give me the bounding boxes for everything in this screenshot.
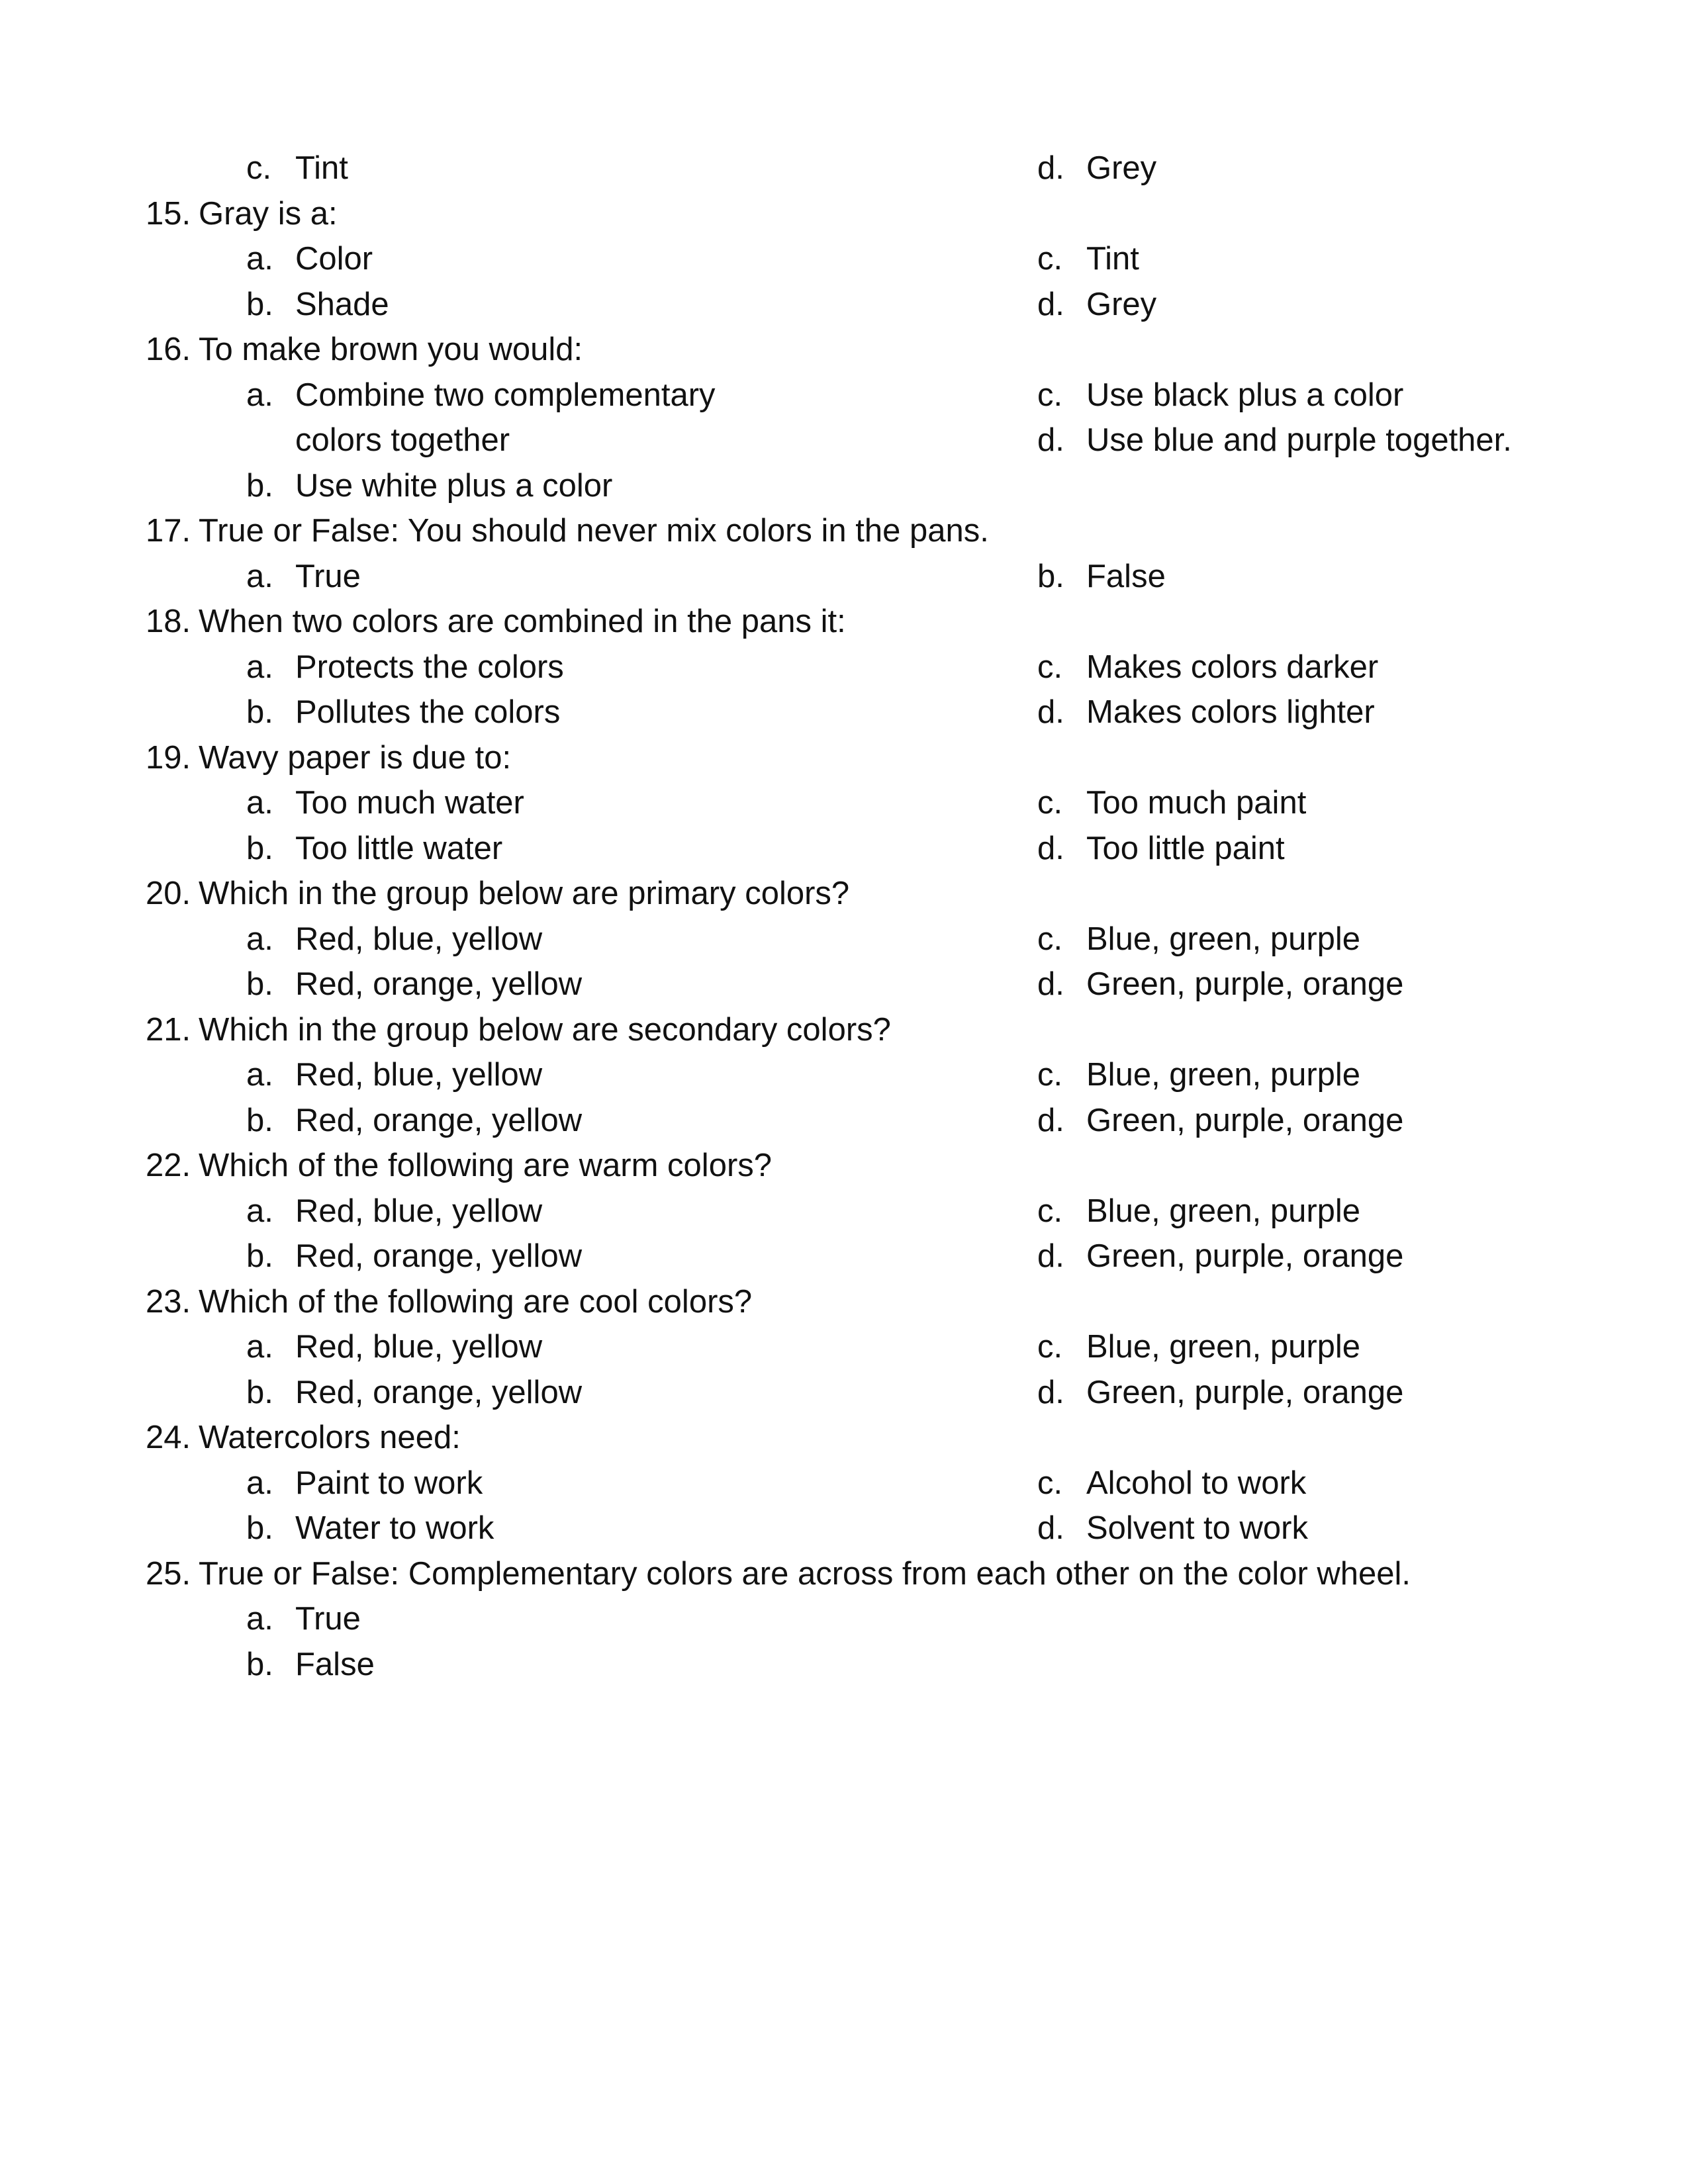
option-line <box>0 1052 1688 1097</box>
option-text: Too little water <box>295 830 503 866</box>
option-letter: c. <box>1037 1329 1063 1365</box>
question-number: 19. <box>146 739 191 776</box>
option-letter: a. <box>246 558 273 594</box>
option-letter: a. <box>246 785 273 821</box>
option-text: Green, purple, orange <box>1086 1374 1404 1410</box>
option-text: Red, blue, yellow <box>295 1057 543 1093</box>
option-text: Red, orange, yellow <box>295 1102 583 1138</box>
option-line <box>0 917 1688 962</box>
option-text: Too much paint <box>1086 785 1307 821</box>
option-letter: d. <box>1037 286 1064 322</box>
question-number: 21. <box>146 1011 191 1048</box>
option-text: True <box>295 1601 361 1637</box>
option-text: Red, orange, yellow <box>295 1238 583 1274</box>
option-text: Too much water <box>295 785 524 821</box>
option-letter: c. <box>246 150 272 186</box>
question-text: To make brown you would: <box>199 332 583 367</box>
question-text: Which in the group below are primary colors? <box>199 876 850 911</box>
question-number: 17. <box>146 513 191 549</box>
option-letter: b. <box>246 694 273 730</box>
option-text: Pollutes the colors <box>295 694 561 730</box>
option-letter: a. <box>246 649 273 685</box>
question-line <box>0 735 1688 780</box>
option-letter: a. <box>246 1601 273 1637</box>
option-letter: b. <box>246 286 273 322</box>
question-text: Which in the group below are secondary colors? <box>199 1011 891 1048</box>
option-line <box>0 962 1688 1007</box>
option-letter: b. <box>1037 558 1064 594</box>
option-line <box>0 1506 1688 1551</box>
option-text: colors together <box>295 422 510 458</box>
option-text: Tint <box>1086 241 1139 277</box>
option-text: Blue, green, purple <box>1086 1057 1361 1093</box>
question-text: Watercolors need: <box>199 1420 461 1455</box>
question-number: 16. <box>146 332 191 367</box>
option-text: Green, purple, orange <box>1086 966 1404 1002</box>
option-line <box>0 236 1688 281</box>
option-line <box>0 373 1688 418</box>
option-letter: b. <box>246 467 273 504</box>
option-text: Red, blue, yellow <box>295 1193 543 1229</box>
option-line <box>0 780 1688 825</box>
option-line <box>0 1642 1688 1687</box>
option-line <box>0 554 1688 599</box>
option-text: Tint <box>295 150 348 186</box>
option-line <box>0 1324 1688 1369</box>
option-letter: c. <box>1037 785 1063 821</box>
question-line <box>0 191 1688 236</box>
option-line <box>0 1189 1688 1234</box>
option-line <box>0 282 1688 327</box>
question-text: Which of the following are cool colors? <box>199 1283 753 1320</box>
option-letter: b. <box>246 1510 273 1546</box>
option-text: False <box>1086 558 1166 594</box>
question-line <box>0 508 1688 553</box>
option-letter: a. <box>246 1193 273 1229</box>
option-text: Makes colors lighter <box>1086 694 1375 730</box>
option-letter: d. <box>1037 694 1064 730</box>
option-text: Alcohol to work <box>1086 1465 1307 1501</box>
option-letter: c. <box>1037 1465 1063 1501</box>
option-text: Protects the colors <box>295 649 564 685</box>
option-line <box>0 1596 1688 1641</box>
option-letter: d. <box>1037 150 1064 186</box>
option-letter: c. <box>1037 1193 1063 1229</box>
question-number: 15. <box>146 195 191 232</box>
question-number: 22. <box>146 1148 191 1183</box>
option-letter: a. <box>246 921 273 957</box>
question-text: True or False: Complementary colors are across from each other on the color wheel. <box>199 1555 1411 1592</box>
question-line <box>0 327 1688 372</box>
question-line <box>0 1007 1688 1052</box>
option-letter: b. <box>246 1102 273 1138</box>
option-text: Blue, green, purple <box>1086 921 1361 957</box>
option-line <box>0 690 1688 735</box>
question-line <box>0 599 1688 644</box>
option-line <box>0 826 1688 871</box>
option-letter: b. <box>246 1646 273 1682</box>
option-text: False <box>295 1646 375 1682</box>
option-text: Use blue and purple together. <box>1086 422 1512 458</box>
option-letter: c. <box>1037 377 1063 413</box>
question-line <box>0 871 1688 916</box>
option-text: Too little paint <box>1086 830 1285 866</box>
option-text: Blue, green, purple <box>1086 1329 1361 1365</box>
question-text: When two colors are combined in the pans it: <box>199 604 846 639</box>
option-letter: b. <box>246 966 273 1002</box>
option-text: Shade <box>295 286 389 322</box>
option-text: Solvent to work <box>1086 1510 1308 1546</box>
option-letter: a. <box>246 1465 273 1501</box>
option-text: Combine two complementary <box>295 377 716 413</box>
option-text: Red, blue, yellow <box>295 1329 543 1365</box>
question-line <box>0 1415 1688 1460</box>
option-text: Color <box>295 241 373 277</box>
option-letter: b. <box>246 1238 273 1274</box>
option-letter: d. <box>1037 966 1064 1002</box>
option-line <box>0 463 1688 508</box>
option-letter: c. <box>1037 649 1063 685</box>
option-text: Makes colors darker <box>1086 649 1379 685</box>
option-letter: a. <box>246 1057 273 1093</box>
option-letter: a. <box>246 241 273 277</box>
question-number: 18. <box>146 604 191 639</box>
option-line <box>0 1234 1688 1279</box>
option-letter: a. <box>246 1329 273 1365</box>
question-number: 23. <box>146 1283 191 1320</box>
question-text: True or False: You should never mix colors in the pans. <box>199 513 989 549</box>
option-text: Red, orange, yellow <box>295 1374 583 1410</box>
option-letter: c. <box>1037 1057 1063 1093</box>
option-letter: d. <box>1037 1374 1064 1410</box>
option-text: Water to work <box>295 1510 494 1546</box>
option-line <box>0 1098 1688 1143</box>
option-text: Use black plus a color <box>1086 377 1404 413</box>
option-text: Green, purple, orange <box>1086 1238 1404 1274</box>
option-text: Grey <box>1086 286 1157 322</box>
option-letter: d. <box>1037 1102 1064 1138</box>
option-line <box>0 1370 1688 1415</box>
question-number: 24. <box>146 1420 191 1455</box>
option-text: Paint to work <box>295 1465 483 1501</box>
option-text: Green, purple, orange <box>1086 1102 1404 1138</box>
question-text: Which of the following are warm colors? <box>199 1148 773 1183</box>
question-text: Gray is a: <box>199 195 338 232</box>
question-line <box>0 1143 1688 1188</box>
option-letter: b. <box>246 830 273 866</box>
option-letter: d. <box>1037 1238 1064 1274</box>
option-text: Grey <box>1086 150 1157 186</box>
option-text: Red, blue, yellow <box>295 921 543 957</box>
option-line <box>0 418 1688 463</box>
option-letter: c. <box>1037 921 1063 957</box>
option-letter: c. <box>1037 241 1063 277</box>
question-text: Wavy paper is due to: <box>199 739 512 776</box>
option-letter: a. <box>246 377 273 413</box>
option-text: Red, orange, yellow <box>295 966 583 1002</box>
option-letter: d. <box>1037 1510 1064 1546</box>
option-line <box>0 645 1688 690</box>
question-number: 20. <box>146 876 191 911</box>
option-line <box>0 1461 1688 1506</box>
option-text: True <box>295 558 361 594</box>
question-number: 25. <box>146 1555 191 1592</box>
option-letter: b. <box>246 1374 273 1410</box>
option-letter: d. <box>1037 422 1064 458</box>
option-line <box>0 146 1688 191</box>
option-text: Blue, green, purple <box>1086 1193 1361 1229</box>
question-line <box>0 1279 1688 1324</box>
option-text: Use white plus a color <box>295 467 613 504</box>
option-letter: d. <box>1037 830 1064 866</box>
question-line <box>0 1551 1688 1596</box>
